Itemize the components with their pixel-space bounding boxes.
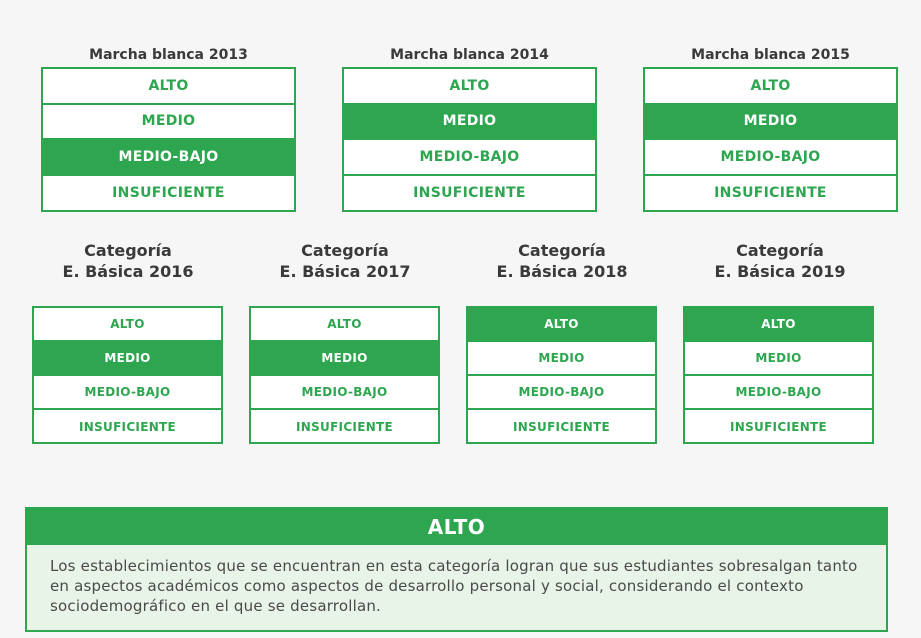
level-medio-bajo: MEDIO-BAJO: [43, 140, 294, 176]
level-insuficiente: INSUFICIENTE: [112, 185, 225, 202]
level-insuficiente: INSUFICIENTE: [413, 185, 526, 202]
level-medio-bajo: MEDIO-BAJO: [468, 376, 655, 410]
basica-2017-title-line1: Categoría: [301, 241, 389, 260]
marcha-2014-title: Marcha blanca 2014: [390, 47, 549, 63]
level-medio-bajo: MEDIO-BAJO: [685, 376, 872, 410]
level-medio-bajo: MEDIO-BAJO: [251, 376, 438, 410]
basica-2016-title-line2: E. Básica 2016: [62, 262, 194, 281]
basica-2018-title: [467, 240, 657, 282]
marcha-2014-category-box: [342, 67, 597, 212]
level-alto: ALTO: [43, 69, 294, 105]
level-insuficiente: INSUFICIENTE: [78, 420, 177, 434]
marcha-2013-title: Marcha blanca 2013: [89, 47, 248, 63]
level-medio: MEDIO: [43, 105, 294, 141]
level-medio: MEDIO: [645, 105, 896, 141]
basica-2019-title-line2: E. Básica 2019: [714, 262, 846, 281]
level-insuficiente: INSUFICIENTE: [512, 420, 611, 434]
level-medio-bajo: MEDIO-BAJO: [645, 140, 896, 176]
level-alto: ALTO: [344, 69, 595, 105]
marcha-2015-title: Marcha blanca 2015: [691, 47, 850, 63]
level-alto: ALTO: [251, 308, 438, 342]
level-insuficiente: INSUFICIENTE: [295, 420, 394, 434]
basica-2017-title-line2: E. Básica 2017: [279, 262, 411, 281]
level-alto: ALTO: [468, 308, 655, 342]
basica-2019-title-line1: Categoría: [736, 241, 824, 260]
level-medio: MEDIO: [344, 105, 595, 141]
basica-2019-title: [685, 240, 875, 282]
basica-2017-category-box: [249, 306, 440, 444]
level-medio: MEDIO: [34, 342, 221, 376]
level-insuficiente: INSUFICIENTE: [714, 185, 827, 202]
basica-2016-title-line1: Categoría: [84, 241, 172, 260]
level-alto: ALTO: [685, 308, 872, 342]
basica-2017-title: [250, 240, 440, 282]
level-insuficiente: INSUFICIENTE: [729, 420, 828, 434]
category-description-title: ALTO: [27, 509, 886, 545]
level-medio-bajo: MEDIO-BAJO: [344, 140, 595, 176]
marcha-2013-category-box: [41, 67, 296, 212]
basica-2018-category-box: [466, 306, 657, 444]
level-alto: ALTO: [34, 308, 221, 342]
level-medio: MEDIO: [251, 342, 438, 376]
basica-2018-title-line2: E. Básica 2018: [496, 262, 628, 281]
level-medio: MEDIO: [685, 342, 872, 376]
basica-2016-title: [33, 240, 223, 282]
basica-2018-title-line1: Categoría: [518, 241, 606, 260]
basica-2016-category-box: [32, 306, 223, 444]
level-medio-bajo: MEDIO-BAJO: [34, 376, 221, 410]
category-description-box: [25, 507, 888, 632]
basica-2019-category-box: [683, 306, 874, 444]
level-alto: ALTO: [645, 69, 896, 105]
category-description-text: Los establecimientos que se encuentran en esta categoría logran que sus estudiantes sobresalgan tanto en aspectos académicos como aspectos de desarrollo personal y social, considerando el contexto sociodemográfico en el que se desarrollan.: [50, 557, 858, 615]
level-medio: MEDIO: [468, 342, 655, 376]
marcha-2015-category-box: [643, 67, 898, 212]
